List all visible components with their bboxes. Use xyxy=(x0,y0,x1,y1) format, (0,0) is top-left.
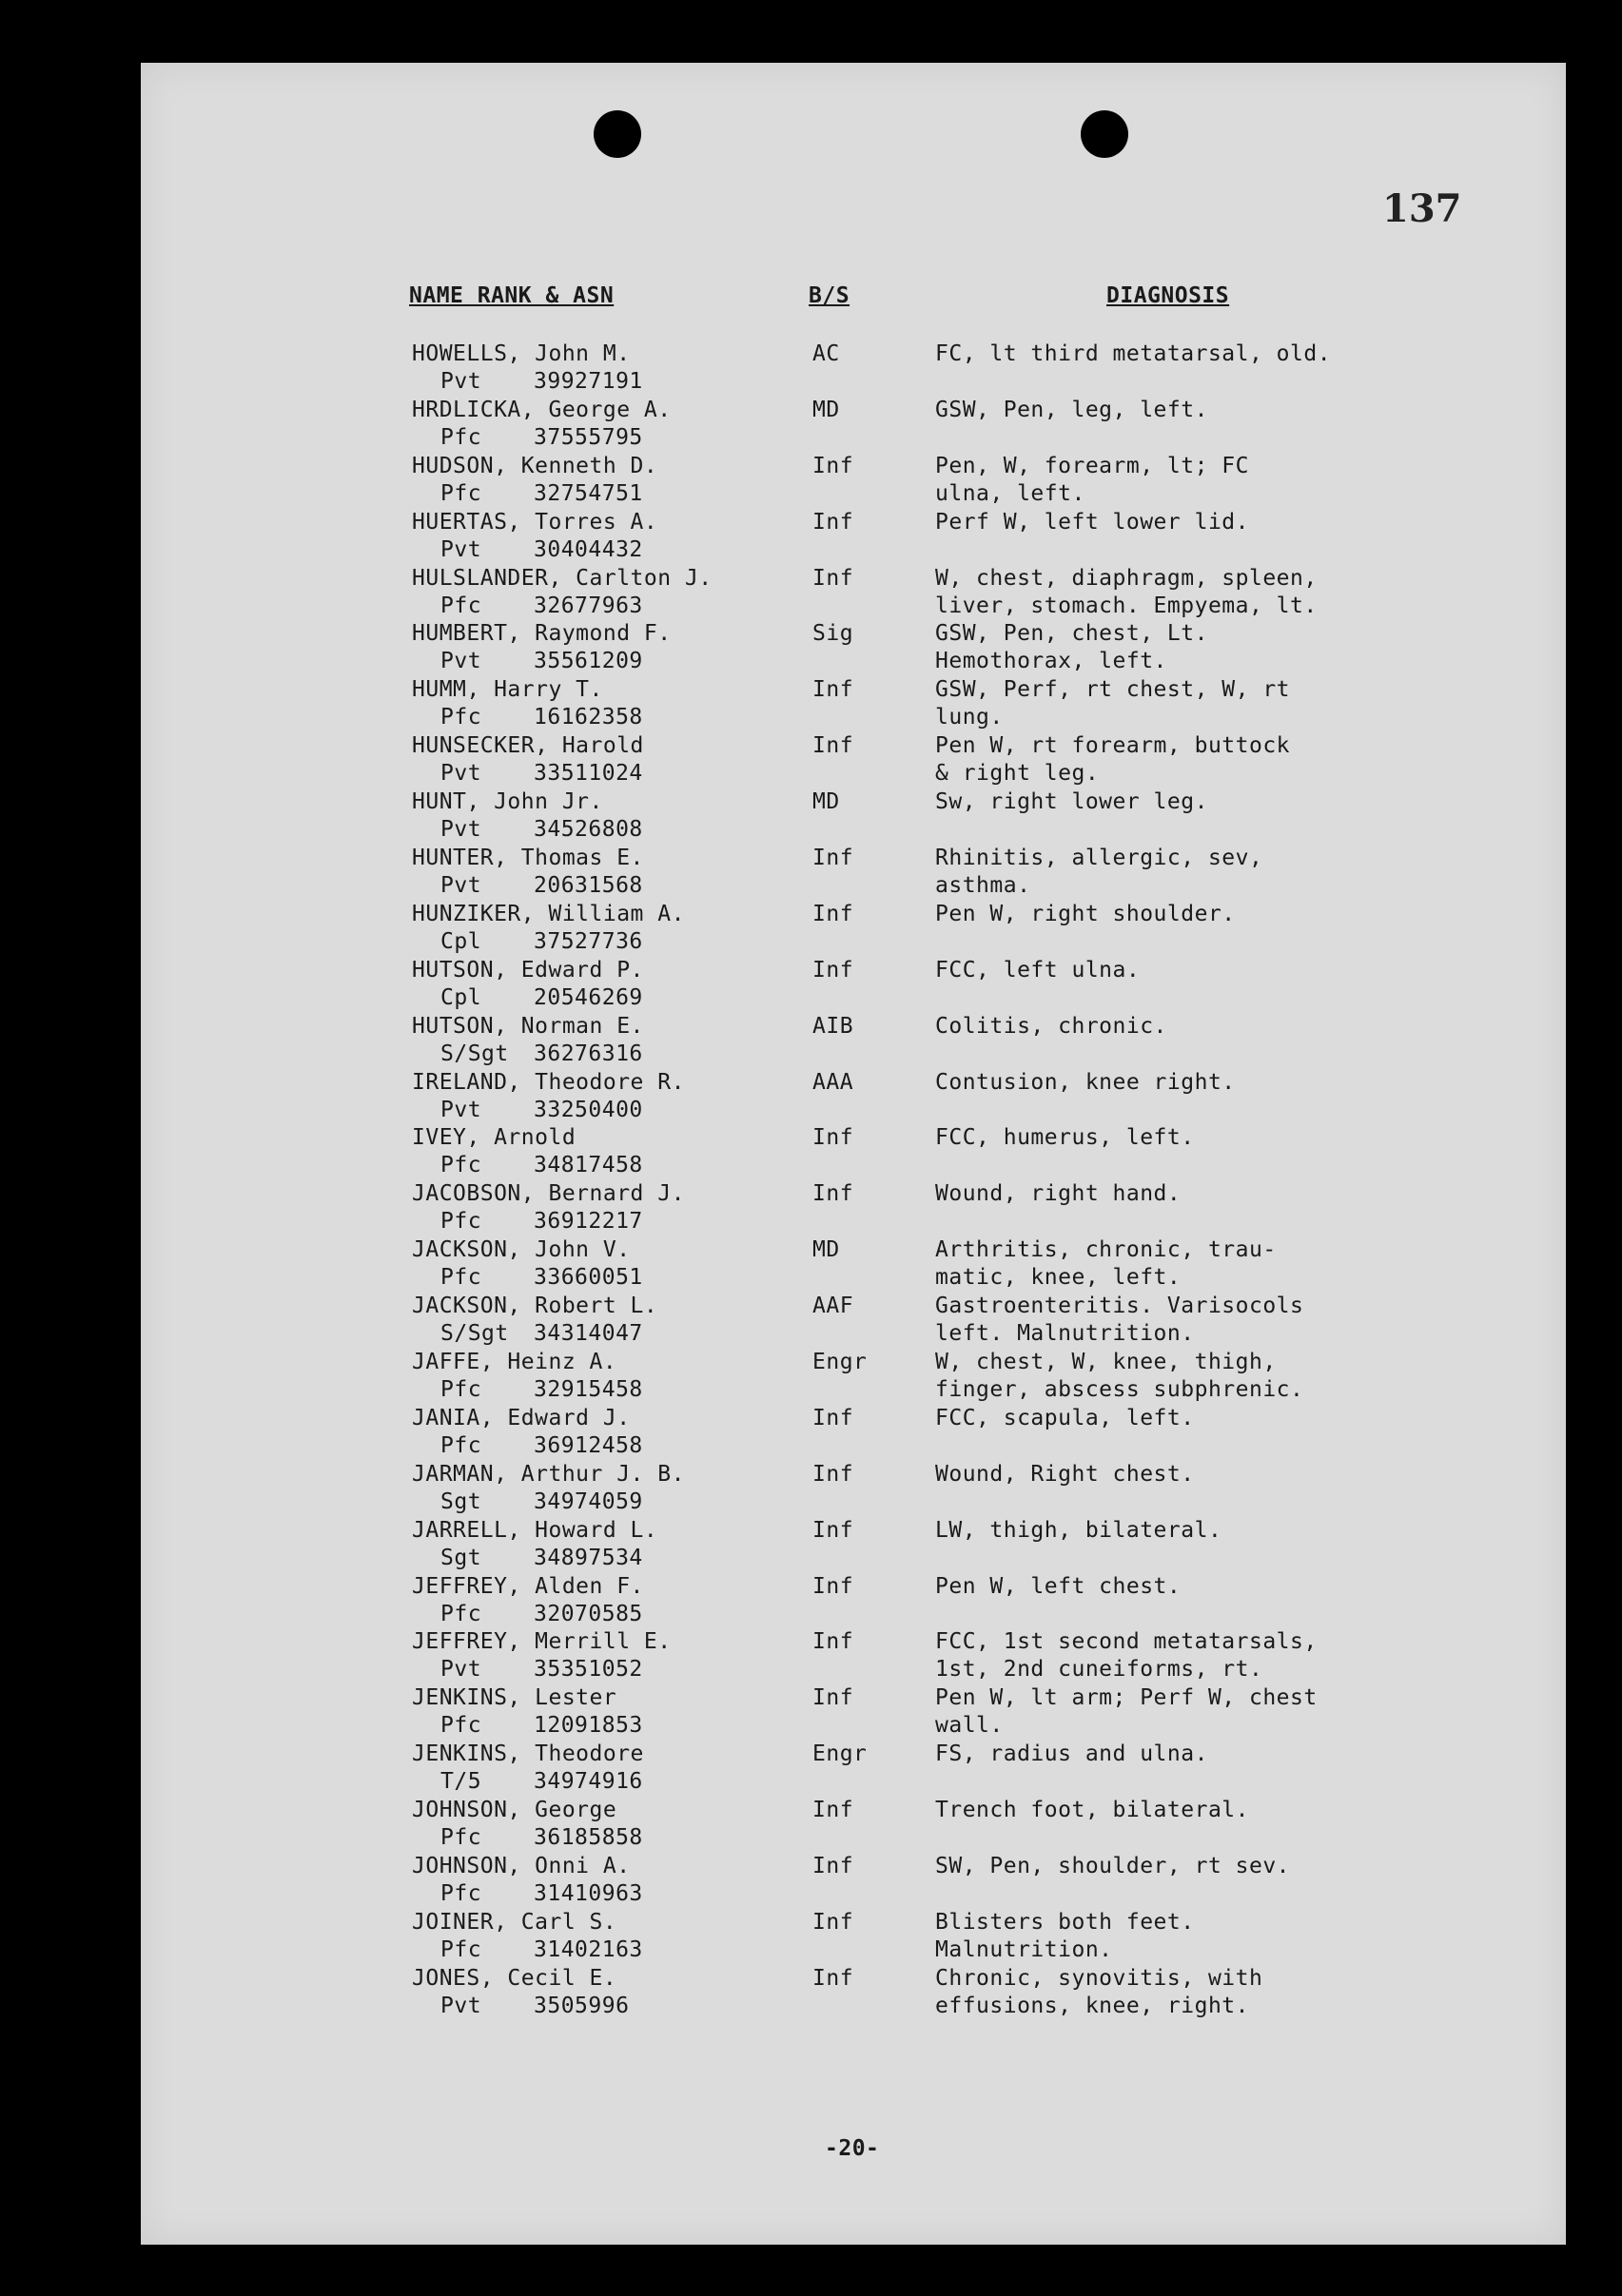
record-asn: 33250400 xyxy=(534,1097,643,1122)
record-diagnosis-line1: Pen W, rt forearm, buttock xyxy=(935,733,1291,759)
record-rank: Pfc xyxy=(440,593,482,618)
record-asn: 16162358 xyxy=(534,705,643,730)
record-row xyxy=(141,565,1566,621)
record-diagnosis-line1: FCC, 1st second metatarsals, xyxy=(935,1629,1318,1655)
record-rank: Pfc xyxy=(440,480,482,506)
record-asn: 33660051 xyxy=(534,1265,643,1291)
stamp-page-number: 137 xyxy=(1382,186,1462,231)
record-row xyxy=(141,1236,1566,1293)
record-diagnosis-line1: Perf W, left lower lid. xyxy=(935,509,1249,535)
record-diagnosis-line1: FC, lt third metatarsal, old. xyxy=(935,341,1332,366)
record-rank: Pfc xyxy=(440,1265,482,1291)
record-name: HUTSON, Norman E. xyxy=(412,1013,644,1039)
record-name: HUMBERT, Raymond F. xyxy=(412,621,672,647)
record-diagnosis-line2: wall. xyxy=(935,1713,1004,1739)
record-row xyxy=(141,901,1566,957)
record-branch: Inf xyxy=(812,677,854,703)
document-page xyxy=(141,63,1566,2245)
record-asn: 3505996 xyxy=(534,1993,630,2018)
record-row xyxy=(141,957,1566,1013)
record-branch: Engr xyxy=(812,1741,868,1767)
record-rank: Pvt xyxy=(440,1993,482,2018)
record-diagnosis-line2: asthma. xyxy=(935,873,1031,899)
record-asn: 32070585 xyxy=(534,1601,643,1626)
record-branch: MD xyxy=(812,789,840,815)
record-diagnosis-line1: FCC, humerus, left. xyxy=(935,1125,1195,1151)
record-asn: 35561209 xyxy=(534,649,643,674)
record-diagnosis-line2: ulna, left. xyxy=(935,480,1085,506)
record-asn: 34314047 xyxy=(534,1321,643,1347)
record-branch: MD xyxy=(812,1237,840,1263)
header-name-rank-asn: NAME RANK & ASN xyxy=(409,283,615,308)
record-rank: Cpl xyxy=(440,984,482,1010)
record-diagnosis-line1: Trench foot, bilateral. xyxy=(935,1798,1249,1823)
record-row xyxy=(141,1853,1566,1909)
record-row xyxy=(141,788,1566,845)
record-diagnosis-line1: GSW, Pen, chest, Lt. xyxy=(935,621,1208,647)
record-branch: Sig xyxy=(812,621,854,647)
record-name: JOHNSON, George xyxy=(412,1798,617,1823)
record-branch: AAA xyxy=(812,1069,854,1095)
record-branch: Engr xyxy=(812,1350,868,1375)
record-branch: Inf xyxy=(812,1517,854,1543)
record-row xyxy=(141,676,1566,732)
record-rank: Pfc xyxy=(440,1825,482,1851)
record-name: JACOBSON, Bernard J. xyxy=(412,1181,685,1207)
record-name: JACKSON, Robert L. xyxy=(412,1294,658,1319)
record-name: JOHNSON, Onni A. xyxy=(412,1854,631,1879)
record-branch: AAF xyxy=(812,1294,854,1319)
record-asn: 36276316 xyxy=(534,1041,643,1066)
record-asn: 34526808 xyxy=(534,817,643,843)
record-diagnosis-line1: Rhinitis, allergic, sev, xyxy=(935,846,1263,871)
record-asn: 34974059 xyxy=(534,1489,643,1514)
record-name: HUNSECKER, Harold xyxy=(412,733,644,759)
record-rank: Pvt xyxy=(440,1097,482,1122)
record-rank: Pfc xyxy=(440,1881,482,1907)
record-branch: AC xyxy=(812,341,840,366)
record-asn: 35351052 xyxy=(534,1657,643,1683)
record-diagnosis-line2: 1st, 2nd cuneiforms, rt. xyxy=(935,1657,1263,1683)
record-branch: Inf xyxy=(812,733,854,759)
record-branch: Inf xyxy=(812,509,854,535)
record-name: JOINER, Carl S. xyxy=(412,1909,617,1935)
record-rank: Pfc xyxy=(440,1153,482,1178)
record-name: HUMM, Harry T. xyxy=(412,677,603,703)
record-branch: Inf xyxy=(812,453,854,478)
record-row xyxy=(141,1741,1566,1797)
record-asn: 36185858 xyxy=(534,1825,643,1851)
record-rank: Pfc xyxy=(440,1601,482,1626)
record-row xyxy=(141,1461,1566,1517)
record-diagnosis-line2: effusions, knee, right. xyxy=(935,1993,1249,2018)
record-rank: Pfc xyxy=(440,1936,482,1962)
record-diagnosis-line2: Malnutrition. xyxy=(935,1936,1113,1962)
record-row xyxy=(141,732,1566,788)
record-diagnosis-line1: Contusion, knee right. xyxy=(935,1069,1236,1095)
record-branch: Inf xyxy=(812,1405,854,1430)
record-diagnosis-line1: FCC, scapula, left. xyxy=(935,1405,1195,1430)
record-name: JANIA, Edward J. xyxy=(412,1405,631,1430)
record-asn: 31410963 xyxy=(534,1881,643,1907)
record-row xyxy=(141,1405,1566,1461)
record-name: JENKINS, Theodore xyxy=(412,1741,644,1767)
record-branch: Inf xyxy=(812,1125,854,1151)
record-asn: 36912217 xyxy=(534,1209,643,1235)
record-rank: Pvt xyxy=(440,649,482,674)
record-row xyxy=(141,341,1566,397)
record-rank: Pvt xyxy=(440,817,482,843)
record-rank: Pvt xyxy=(440,1657,482,1683)
header-diagnosis: DIAGNOSIS xyxy=(1106,283,1230,308)
record-name: HUTSON, Edward P. xyxy=(412,957,644,983)
record-row xyxy=(141,397,1566,453)
record-diagnosis-line1: Wound, Right chest. xyxy=(935,1461,1195,1487)
record-branch: Inf xyxy=(812,1629,854,1655)
record-name: HRDLICKA, George A. xyxy=(412,397,672,422)
record-name: HUERTAS, Torres A. xyxy=(412,509,658,535)
record-diagnosis-line1: W, chest, W, knee, thigh, xyxy=(935,1350,1277,1375)
record-name: JAFFE, Heinz A. xyxy=(412,1350,617,1375)
record-row xyxy=(141,620,1566,676)
record-row xyxy=(141,1965,1566,2021)
record-rank: Pfc xyxy=(440,1209,482,1235)
record-rank: Cpl xyxy=(440,928,482,954)
record-branch: AIB xyxy=(812,1013,854,1039)
record-branch: Inf xyxy=(812,957,854,983)
record-diagnosis-line1: GSW, Perf, rt chest, W, rt xyxy=(935,677,1291,703)
record-diagnosis-line1: FS, radius and ulna. xyxy=(935,1741,1208,1767)
record-diagnosis-line1: LW, thigh, bilateral. xyxy=(935,1517,1222,1543)
record-row xyxy=(141,1124,1566,1180)
record-row xyxy=(141,1909,1566,1965)
record-branch: Inf xyxy=(812,1181,854,1207)
record-diagnosis-line2: finger, abscess subphrenic. xyxy=(935,1377,1304,1403)
record-row xyxy=(141,1517,1566,1573)
records-list xyxy=(141,341,1566,2021)
record-name: HUNT, John Jr. xyxy=(412,789,603,815)
record-rank: Sgt xyxy=(440,1545,482,1570)
record-rank: Pfc xyxy=(440,1377,482,1403)
record-name: JEFFREY, Merrill E. xyxy=(412,1629,672,1655)
record-branch: Inf xyxy=(812,846,854,871)
record-diagnosis-line1: FCC, left ulna. xyxy=(935,957,1141,983)
record-rank: Sgt xyxy=(440,1489,482,1514)
record-rank: Pvt xyxy=(440,761,482,787)
record-branch: Inf xyxy=(812,901,854,926)
record-rank: Pfc xyxy=(440,1432,482,1458)
record-diagnosis-line1: Chronic, synovitis, with xyxy=(935,1965,1263,1991)
record-row xyxy=(141,1180,1566,1236)
record-diagnosis-line2: Hemothorax, left. xyxy=(935,649,1167,674)
record-asn: 32915458 xyxy=(534,1377,643,1403)
record-diagnosis-line1: SW, Pen, shoulder, rt sev. xyxy=(935,1854,1291,1879)
record-rank: S/Sgt xyxy=(440,1041,509,1066)
record-asn: 34897534 xyxy=(534,1545,643,1570)
record-diagnosis-line1: Sw, right lower leg. xyxy=(935,789,1208,815)
record-branch: Inf xyxy=(812,565,854,591)
record-rank: Pvt xyxy=(440,873,482,899)
record-branch: MD xyxy=(812,397,840,422)
header-branch-of-service: B/S xyxy=(809,283,850,308)
record-asn: 30404432 xyxy=(534,536,643,562)
record-diagnosis-line1: Wound, right hand. xyxy=(935,1181,1182,1207)
record-diagnosis-line1: Colitis, chronic. xyxy=(935,1013,1167,1039)
record-branch: Inf xyxy=(812,1854,854,1879)
record-row xyxy=(141,1573,1566,1629)
record-name: IVEY, Arnold xyxy=(412,1125,576,1151)
record-name: JEFFREY, Alden F. xyxy=(412,1573,644,1599)
record-asn: 34817458 xyxy=(534,1153,643,1178)
record-diagnosis-line2: lung. xyxy=(935,705,1004,730)
record-rank: Pfc xyxy=(440,1713,482,1739)
record-row xyxy=(141,1797,1566,1853)
record-asn: 33511024 xyxy=(534,761,643,787)
record-rank: S/Sgt xyxy=(440,1321,509,1347)
record-row xyxy=(141,1349,1566,1405)
record-diagnosis-line1: Gastroenteritis. Varisocols xyxy=(935,1294,1304,1319)
record-branch: Inf xyxy=(812,1965,854,1991)
record-row xyxy=(141,1684,1566,1741)
punch-hole-left xyxy=(594,110,641,158)
record-diagnosis-line1: Blisters both feet. xyxy=(935,1909,1195,1935)
record-diagnosis-line2: matic, knee, left. xyxy=(935,1265,1182,1291)
record-row xyxy=(141,1013,1566,1069)
record-diagnosis-line2: liver, stomach. Empyema, lt. xyxy=(935,593,1318,618)
record-diagnosis-line1: GSW, Pen, leg, left. xyxy=(935,397,1208,422)
record-branch: Inf xyxy=(812,1573,854,1599)
record-name: JACKSON, John V. xyxy=(412,1237,631,1263)
record-row xyxy=(141,1069,1566,1125)
record-rank: T/5 xyxy=(440,1769,482,1795)
record-asn: 20546269 xyxy=(534,984,643,1010)
record-name: HUDSON, Kenneth D. xyxy=(412,453,658,478)
record-asn: 32754751 xyxy=(534,480,643,506)
record-row xyxy=(141,509,1566,565)
record-diagnosis-line1: Arthritis, chronic, trau- xyxy=(935,1237,1277,1263)
record-diagnosis-line1: Pen W, lt arm; Perf W, chest xyxy=(935,1685,1318,1711)
record-asn: 37555795 xyxy=(534,424,643,450)
record-rank: Pvt xyxy=(440,369,482,394)
record-branch: Inf xyxy=(812,1685,854,1711)
record-row xyxy=(141,1628,1566,1684)
record-asn: 39927191 xyxy=(534,369,643,394)
record-asn: 31402163 xyxy=(534,1936,643,1962)
record-asn: 36912458 xyxy=(534,1432,643,1458)
record-name: IRELAND, Theodore R. xyxy=(412,1069,685,1095)
record-diagnosis-line1: Pen W, right shoulder. xyxy=(935,901,1236,926)
record-name: JARRELL, Howard L. xyxy=(412,1517,658,1543)
record-asn: 20631568 xyxy=(534,873,643,899)
record-asn: 34974916 xyxy=(534,1769,643,1795)
record-branch: Inf xyxy=(812,1461,854,1487)
record-asn: 12091853 xyxy=(534,1713,643,1739)
record-row xyxy=(141,845,1566,901)
record-diagnosis-line1: Pen W, left chest. xyxy=(935,1573,1182,1599)
punch-hole-right xyxy=(1081,110,1128,158)
record-name: JARMAN, Arthur J. B. xyxy=(412,1461,685,1487)
record-row xyxy=(141,453,1566,509)
record-asn: 32677963 xyxy=(534,593,643,618)
record-name: HULSLANDER, Carlton J. xyxy=(412,565,713,591)
record-name: HUNZIKER, William A. xyxy=(412,901,685,926)
record-branch: Inf xyxy=(812,1909,854,1935)
record-name: JENKINS, Lester xyxy=(412,1685,617,1711)
footer-page-number: -20- xyxy=(825,2136,880,2161)
record-diagnosis-line1: Pen, W, forearm, lt; FC xyxy=(935,453,1249,478)
record-name: HUNTER, Thomas E. xyxy=(412,846,644,871)
record-rank: Pfc xyxy=(440,705,482,730)
record-name: HOWELLS, John M. xyxy=(412,341,631,366)
record-asn: 37527736 xyxy=(534,928,643,954)
record-rank: Pvt xyxy=(440,536,482,562)
record-diagnosis-line2: & right leg. xyxy=(935,761,1100,787)
record-row xyxy=(141,1293,1566,1349)
record-name: JONES, Cecil E. xyxy=(412,1965,617,1991)
record-rank: Pfc xyxy=(440,424,482,450)
record-branch: Inf xyxy=(812,1798,854,1823)
record-diagnosis-line2: left. Malnutrition. xyxy=(935,1321,1195,1347)
record-diagnosis-line1: W, chest, diaphragm, spleen, xyxy=(935,565,1318,591)
